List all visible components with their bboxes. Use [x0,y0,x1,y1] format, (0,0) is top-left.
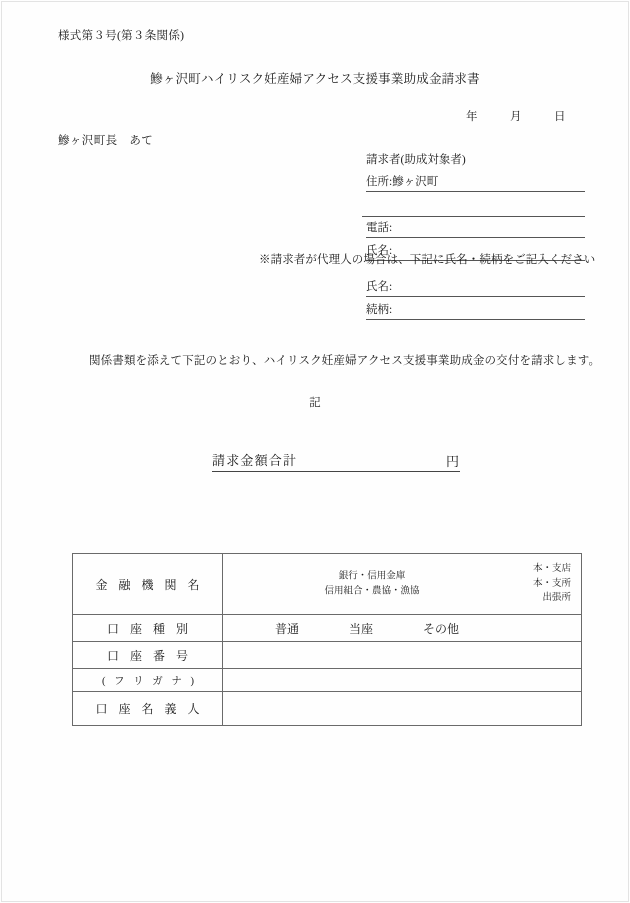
account-type-option-touza[interactable]: 当座 [349,621,374,636]
table-row [73,692,582,726]
branch-type-line-1: 本・支店 [532,563,571,574]
claimant-address-field[interactable] [366,174,585,192]
branch-type-line-3: 出張所 [542,593,571,604]
account-type-input-cell[interactable] [223,615,582,642]
date-year-label: 年 [466,111,478,123]
row-label-account-holder: 口 座 名 義 人 [73,692,223,726]
total-amount-unit: 円 [446,454,460,469]
date-line [466,112,566,124]
financial-institution-input-cell[interactable] [223,554,582,615]
claimant-address-label: 住所:鰺ヶ沢町 [366,176,439,188]
row-label-account-type: 口 座 種 別 [73,615,223,642]
table-row [73,642,582,669]
proxy-name-label: 氏名: [366,281,393,293]
institution-type-line-1: 銀行・信用金庫 [338,571,406,582]
body-sentence: 関係書類を添えて下記のとおり、ハイリスク妊産婦アクセス支援事業助成金の交付を請求します。 [89,355,601,367]
row-label-account-number: 口 座 番 号 [73,642,223,669]
bank-account-table [72,553,582,726]
total-amount-label: 請求金額合計 [212,453,298,468]
row-label-furigana: ( フ リ ガ ナ ) [73,669,223,692]
total-amount-field[interactable] [212,452,460,472]
furigana-input-cell[interactable] [223,669,582,692]
claimant-heading: 請求者(助成対象者) [366,154,466,166]
date-month-label: 月 [510,111,522,123]
page-title: 鰺ヶ沢町ハイリスク妊産婦アクセス支援事業助成金請求書 [150,72,480,86]
proxy-relation-label: 続柄: [366,304,393,316]
branch-type-options [533,562,571,606]
financial-institution-cell-inner [223,554,581,614]
claimant-tel-field[interactable] [366,220,585,238]
institution-type-line-2: 信用組合・農協・漁協 [324,586,420,596]
ki-marker: 記 [309,397,321,409]
table-row [73,669,582,692]
proxy-relation-field[interactable] [366,302,585,320]
account-type-option-other[interactable]: その他 [423,621,460,636]
proxy-name-field[interactable] [366,279,585,297]
account-number-input-cell[interactable] [223,642,582,669]
date-day-label: 日 [554,111,566,123]
table-row [73,615,582,642]
table-row [73,554,582,615]
row-label-financial-institution: 金 融 機 関 名 [73,554,223,615]
institution-type-options [223,569,581,598]
claimant-name-label: 氏名: [366,245,393,257]
account-type-option-futsuu[interactable]: 普通 [275,621,300,636]
branch-type-line-2: 本・支所 [532,578,571,589]
proxy-note: ※請求者が代理人の場合は、下記に氏名・続柄をご記入ください [259,254,596,266]
addressee-line: 鰺ヶ沢町長 あて [58,135,154,147]
account-holder-input-cell[interactable] [223,692,582,726]
claimant-tel-label: 電話: [366,222,393,234]
form-number: 様式第３号(第３条関係) [58,30,185,42]
account-type-options [223,615,581,641]
claimant-address-line2-field[interactable] [362,199,585,217]
